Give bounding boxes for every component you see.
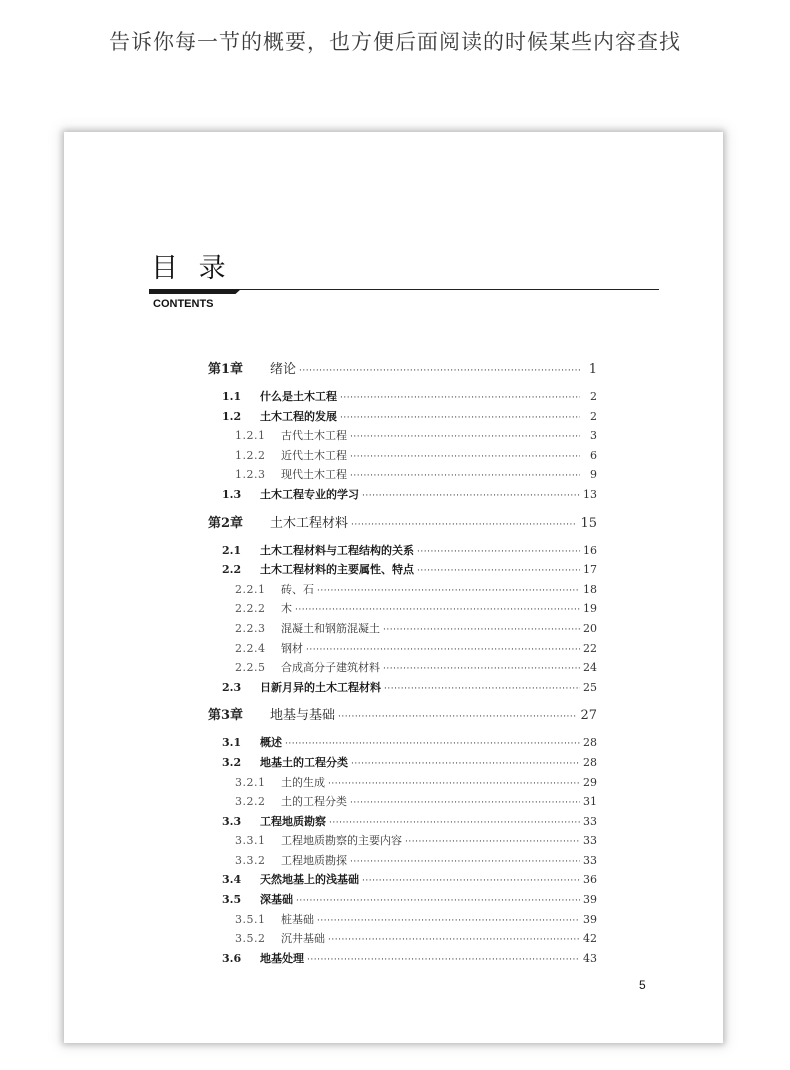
- toc-entry-page: 42: [583, 932, 597, 946]
- toc-entry-sub[interactable]: [208, 930, 597, 950]
- toc-entry-label: 土木工程材料的主要属性、特点: [260, 563, 414, 577]
- thick-rule-bar: [149, 289, 241, 294]
- toc-entry-sub[interactable]: [208, 466, 597, 486]
- toc-leader-dots: [350, 798, 580, 808]
- toc-entry-label: 桩基础: [281, 912, 314, 926]
- toc-entry-sub[interactable]: [208, 659, 597, 679]
- toc-entry-section[interactable]: [208, 408, 597, 428]
- toc-header: [149, 252, 659, 310]
- toc-entry-section[interactable]: [208, 388, 597, 408]
- toc-entry-number: 3.2.1: [235, 775, 266, 789]
- toc-entry-section[interactable]: [208, 486, 597, 506]
- page-number: 5: [639, 978, 646, 992]
- toc-entry-page: 24: [583, 661, 597, 675]
- toc-entry-section[interactable]: [208, 950, 597, 970]
- toc-leader-dots: [384, 684, 580, 694]
- toc-entry-page: 15: [580, 515, 597, 531]
- toc-entry-label: 深基础: [260, 893, 293, 907]
- toc-entry-label: 土木工程材料与工程结构的关系: [260, 543, 414, 557]
- toc-leader-dots: [295, 605, 580, 615]
- toc-entry-page: 19: [583, 602, 597, 616]
- toc-entry-sub[interactable]: [208, 447, 597, 467]
- toc-entry-page: 20: [583, 621, 597, 635]
- toc-entry-label: 地基与基础: [270, 708, 336, 724]
- toc-entry-label: 天然地基上的浅基础: [260, 873, 359, 887]
- toc-entry-label: 工程地质勘探: [281, 853, 347, 867]
- toc-entry-sub[interactable]: [208, 581, 597, 601]
- toc-entry-section[interactable]: [208, 734, 597, 754]
- toc-entry-label: 绪论: [270, 362, 297, 377]
- toc-entry-number: 1.2.1: [235, 429, 266, 443]
- toc-leader-dots: [350, 471, 580, 481]
- toc-entry-label: 土的生成: [281, 775, 325, 789]
- toc-entry-section[interactable]: [208, 561, 597, 581]
- toc-entry-page: 25: [583, 680, 597, 694]
- toc-entry-number: 3.5.2: [235, 932, 266, 946]
- toc-entry-number: 2.2.2: [235, 602, 266, 616]
- toc-leader-dots: [328, 779, 580, 789]
- toc-leader-dots: [317, 586, 580, 596]
- page-subtitle: CONTENTS: [153, 298, 214, 310]
- toc-entry-sub[interactable]: [208, 620, 597, 640]
- toc-entry-sub[interactable]: [208, 774, 597, 794]
- toc-leader-dots: [351, 520, 577, 530]
- toc-entry-number: 2.3: [222, 680, 242, 694]
- toc-entry-label: 概述: [260, 736, 282, 750]
- toc-entry-section[interactable]: [208, 679, 597, 699]
- toc-entry-sub[interactable]: [208, 852, 597, 872]
- toc-entry-sub[interactable]: [208, 640, 597, 660]
- toc-entry-label: 古代土木工程: [281, 429, 347, 443]
- toc-entry-page: 33: [583, 834, 597, 848]
- page-title: 目 录: [151, 253, 232, 284]
- toc-entry-page: 31: [583, 795, 597, 809]
- toc-leader-dots: [417, 566, 580, 576]
- toc-entry-page: 29: [583, 775, 597, 789]
- caption-text: 告诉你每一节的概要，也方便后面阅读的时候某些内容查找: [109, 30, 681, 54]
- toc-leader-dots: [285, 739, 580, 749]
- toc-entry-page: 9: [590, 468, 597, 482]
- toc-leader-dots: [340, 413, 580, 423]
- toc-entry-label: 木: [281, 602, 292, 616]
- toc-entry-number: 2.2.4: [235, 641, 266, 655]
- toc-entry-label: 土木工程的发展: [260, 409, 337, 423]
- toc-leader-dots: [296, 896, 580, 906]
- toc-entry-label: 土木工程材料: [270, 515, 349, 531]
- toc-entry-page: 16: [583, 543, 597, 557]
- toc-leader-dots: [383, 625, 580, 635]
- toc-entry-label: 现代土木工程: [281, 468, 347, 482]
- toc-leader-dots: [340, 393, 580, 403]
- toc-entry-number: 1.2: [222, 409, 242, 423]
- toc-entry-number: 3.2.2: [235, 795, 266, 809]
- toc-entry-label: 什么是土木工程: [260, 390, 337, 403]
- toc-entry-number: 1.3: [222, 487, 242, 501]
- book-page: [64, 132, 723, 1043]
- toc-entry-number: 3.3.2: [235, 853, 266, 867]
- toc-leader-dots: [383, 664, 580, 674]
- toc-entry-page: 33: [583, 853, 597, 867]
- toc-entry-label: 地基土的工程分类: [260, 755, 348, 769]
- toc-entry-chapter[interactable]: [208, 512, 597, 532]
- toc-entry-label: 合成高分子建筑材料: [281, 661, 380, 675]
- toc-entry-number: 3.5: [222, 893, 242, 907]
- toc-entry-chapter[interactable]: [208, 704, 597, 724]
- toc-entry-number: 1.2.3: [235, 468, 266, 482]
- toc-entry-page: 39: [583, 893, 597, 907]
- toc-entry-page: 28: [583, 755, 597, 769]
- toc-entry-page: 22: [583, 641, 597, 655]
- toc-entry-number: 2.1: [222, 543, 242, 557]
- toc-entry-number: 2.2: [222, 563, 242, 577]
- toc-leader-dots: [350, 857, 580, 867]
- toc-entry-page: 6: [590, 448, 597, 462]
- toc-entry-page: 1: [588, 362, 597, 377]
- toc-entry-sub[interactable]: [208, 793, 597, 813]
- toc-entry-number: 2.2.3: [235, 621, 266, 635]
- toc-entry-number: 3.4: [222, 873, 242, 887]
- toc-entry-number: 3.5.1: [235, 912, 266, 926]
- toc-entry-number: 3.1: [222, 736, 242, 750]
- toc-entry-label: 日新月异的土木工程材料: [260, 680, 381, 694]
- toc-entry-number: 第2章: [208, 515, 244, 531]
- toc-leader-dots: [328, 935, 580, 945]
- toc-entry-label: 钢材: [281, 641, 303, 655]
- toc-entry-section[interactable]: [208, 891, 597, 911]
- toc-entry-number: 1.1: [222, 390, 242, 403]
- toc-entry-label: 沉井基础: [281, 932, 325, 946]
- toc-entry-sub[interactable]: [208, 600, 597, 620]
- toc-entry-label: 工程地质勘察的主要内容: [281, 834, 402, 848]
- toc-leader-dots: [362, 876, 580, 886]
- toc-leader-dots: [362, 491, 580, 501]
- toc-entry-section[interactable]: [208, 871, 597, 891]
- toc-leader-dots: [405, 837, 580, 847]
- toc-leader-dots: [307, 955, 580, 965]
- toc-entry-page: 2: [590, 390, 597, 403]
- toc-entry-number: 2.2.5: [235, 661, 266, 675]
- toc-entry-label: 土木工程专业的学习: [260, 487, 359, 501]
- toc-leader-dots: [417, 547, 580, 557]
- toc-entry-page: 27: [580, 708, 597, 724]
- toc-leader-dots: [350, 432, 580, 442]
- toc-entry-number: 1.2.2: [235, 448, 266, 462]
- toc-entry-page: 39: [583, 912, 597, 926]
- toc-entry-section[interactable]: [208, 754, 597, 774]
- toc-leader-dots: [329, 818, 580, 828]
- toc-entry-number: 第1章: [208, 362, 244, 377]
- toc-entry-label: 混凝土和钢筋混凝土: [281, 621, 380, 635]
- toc-entry-number: 3.3: [222, 814, 242, 828]
- toc-entry-number: 2.2.1: [235, 582, 266, 596]
- toc-entry-page: 18: [583, 582, 597, 596]
- toc-entry-page: 13: [583, 487, 597, 501]
- toc-entry-sub[interactable]: [208, 427, 597, 447]
- toc-entry-number: 3.2: [222, 755, 242, 769]
- title-rule: [149, 288, 659, 294]
- table-of-contents: [208, 358, 597, 969]
- toc-entry-section[interactable]: [208, 542, 597, 562]
- toc-entry-label: 地基处理: [260, 951, 304, 965]
- toc-leader-dots: [317, 916, 580, 926]
- toc-entry-label: 砖、石: [281, 582, 314, 596]
- toc-entry-sub[interactable]: [208, 832, 597, 852]
- toc-entry-sub[interactable]: [208, 911, 597, 931]
- toc-leader-dots: [299, 366, 580, 376]
- toc-entry-page: 36: [583, 873, 597, 887]
- toc-entry-label: 近代土木工程: [281, 448, 347, 462]
- toc-entry-page: 2: [590, 409, 597, 423]
- toc-entry-page: 33: [583, 814, 597, 828]
- toc-entry-number: 3.6: [222, 951, 242, 965]
- toc-leader-dots: [306, 645, 580, 655]
- toc-leader-dots: [351, 759, 580, 769]
- toc-entry-label: 工程地质勘察: [260, 814, 326, 828]
- toc-entry-section[interactable]: [208, 813, 597, 833]
- toc-entry-page: 17: [583, 563, 597, 577]
- toc-entry-number: 3.3.1: [235, 834, 266, 848]
- toc-entry-page: 43: [583, 951, 597, 965]
- toc-entry-chapter[interactable]: [208, 358, 597, 378]
- toc-leader-dots: [350, 452, 580, 462]
- toc-entry-number: 第3章: [208, 708, 244, 724]
- toc-entry-page: 3: [590, 429, 597, 443]
- toc-leader-dots: [338, 712, 577, 722]
- toc-entry-label: 土的工程分类: [281, 795, 347, 809]
- toc-entry-page: 28: [583, 736, 597, 750]
